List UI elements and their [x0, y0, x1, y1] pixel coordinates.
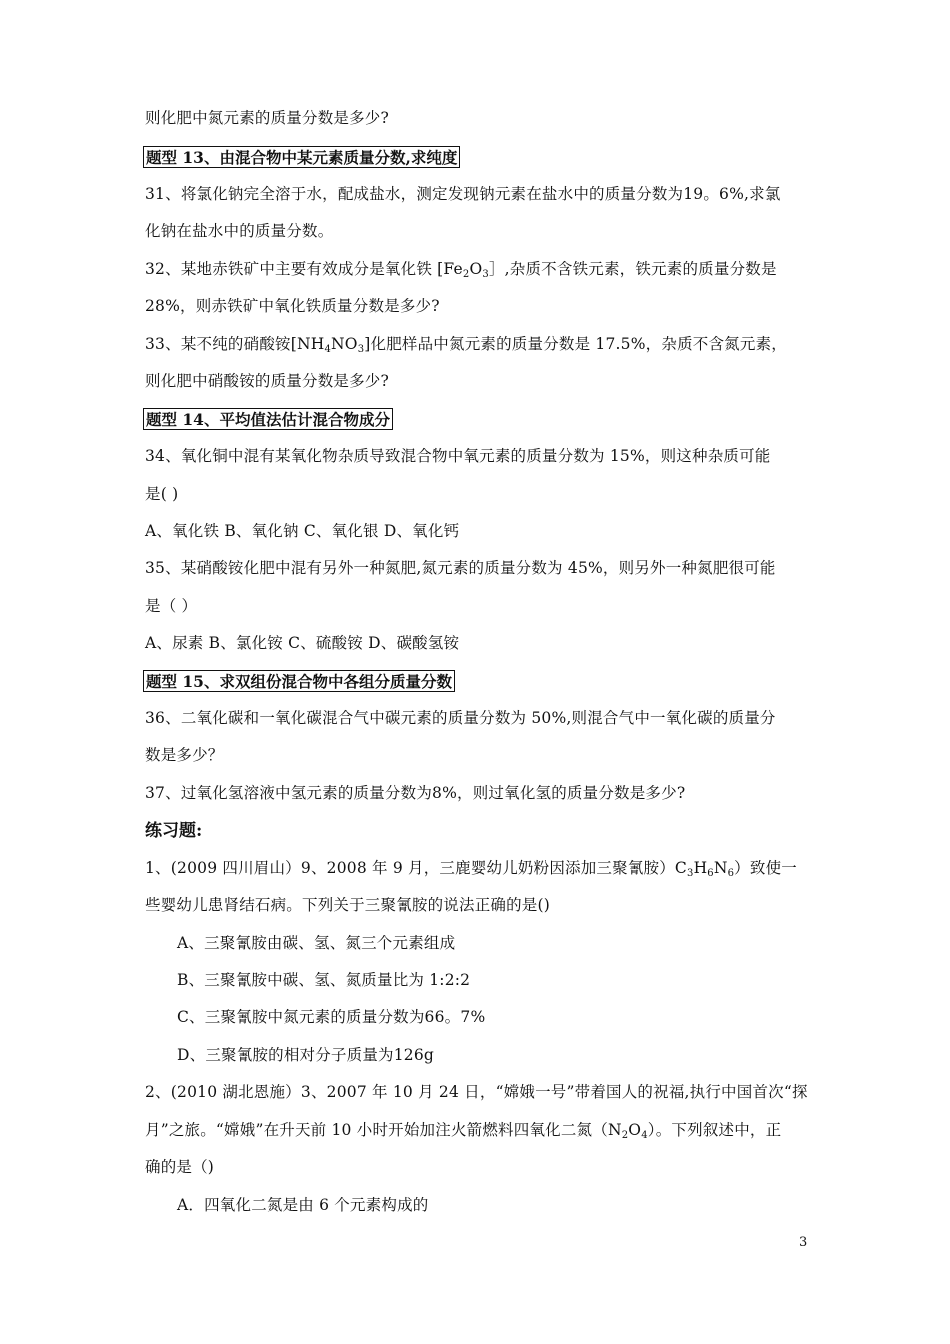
- question-34-line-2: 是( ): [145, 485, 179, 503]
- practice-1-option-b: B、三聚氰胺中碳、氢、氮质量比为 1:2:2: [177, 971, 471, 989]
- question-continuation: 则化肥中氮元素的质量分数是多少?: [145, 109, 390, 127]
- practice-1-option-c: C、三聚氰胺中氮元素的质量分数为66。7%: [177, 1008, 486, 1026]
- question-37: 37、过氧化氢溶液中氢元素的质量分数为8%，则过氧化氢的质量分数是多少?: [145, 784, 686, 802]
- practice-heading: 练习题:: [145, 821, 203, 841]
- page-number: 3: [799, 1235, 808, 1250]
- practice-1-option-d: D、三聚氰胺的相对分子质量为126g: [177, 1046, 435, 1064]
- question-36-line-2: 数是多少？: [145, 746, 224, 764]
- question-33-line-2: 则化肥中硝酸铵的质量分数是多少?: [145, 372, 390, 390]
- heading-type-14: 题型 14、平均值法估计混合物成分: [143, 408, 393, 430]
- heading-type-15: 题型 15、求双组份混合物中各组分质量分数: [143, 670, 455, 692]
- question-32-line-1: 32、某地赤铁矿中主要有效成分是氧化铁 [$Fe_2O_3]$,杂质不含铁元素，铁元素的质量分数是: [145, 260, 777, 280]
- question-34-line-1: 34、氧化铜中混有某氧化物杂质导致混合物中氧元素的质量分数为 15%，则这种杂质可能: [145, 447, 771, 465]
- question-32-line-2: 28%，则赤铁矿中氧化铁质量分数是多少?: [145, 297, 440, 315]
- practice-2-option-a: A．四氧化二氮是由 6 个元素构成的: [177, 1196, 429, 1214]
- question-34-options: A、氧化铁 B、氧化钠 C、氧化银 D、氧化钙: [145, 522, 460, 540]
- question-35-line-2: 是（ ）: [145, 597, 198, 615]
- practice-2-line-2: 月”之旅。“嫦娥”在升天前 10 小时开始加注火箭燃料四氧化二氮$(N_2O_4)$。下列叙述中，正: [145, 1121, 782, 1141]
- question-31-line-2: 化钠在盐水中的质量分数。: [145, 222, 334, 240]
- question-33-line-1: 33、某不纯的硝酸铵$[NH_4NO_3]$化肥样品中氮元素的质量分数是 17.5%，杂质不含氮元素，: [145, 335, 787, 355]
- question-35-line-1: 35、某硝酸铵化肥中混有另外一种氮肥,氮元素的质量分数为 45%，则另外一种氮肥很可能: [145, 559, 776, 577]
- practice-2-line-3: 确的是（): [145, 1158, 215, 1176]
- practice-1-line-1: 1、(2009 四川眉山）9、2008 年 9 月，三鹿婴幼儿奶粉因添加三聚氰胺）$C_3H_6N_6$）致使一: [145, 859, 797, 879]
- practice-2-line-1: 2、(2010 湖北恩施）3、2007 年 10 月 24 日，“嫦娥一号”带着国人的祝福,执行中国首次“探: [145, 1083, 808, 1101]
- question-31-line-1: 31、将氯化钠完全溶于水，配成盐水，测定发现钠元素在盐水中的质量分数为19。6%,求氯: [145, 185, 781, 203]
- question-36-line-1: 36、二氧化碳和一氧化碳混合气中碳元素的质量分数为 50%,则混合气中一氧化碳的质量分: [145, 709, 776, 727]
- heading-type-13: 题型 13、由混合物中某元素质量分数,求纯度: [143, 146, 460, 168]
- question-35-options: A、尿素 B、氯化铵 C、硫酸铵 D、碳酸氢铵: [145, 634, 460, 652]
- practice-1-option-a: A、三聚氰胺由碳、氢、氮三个元素组成: [177, 934, 456, 952]
- practice-1-line-2: 些婴幼儿患肾结石病。下列关于三聚氰胺的说法正确的是(): [145, 896, 550, 914]
